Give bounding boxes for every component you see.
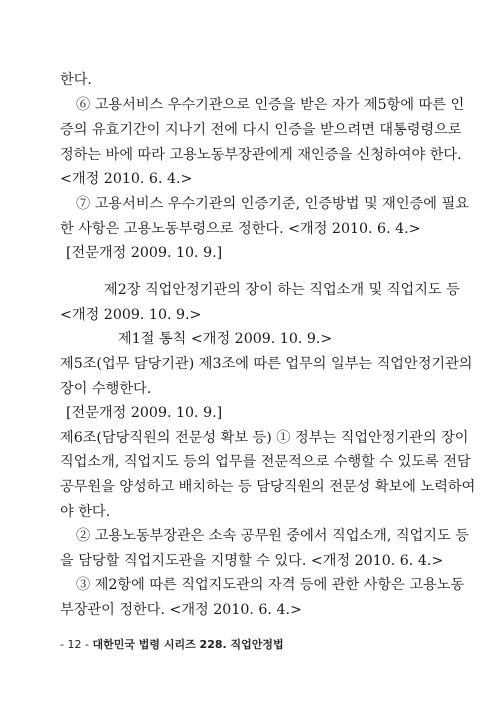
article-5-line-2: 장이 수행한다.: [60, 381, 152, 397]
paragraph-3-line-2: 부장관이 정한다. <개정 2010. 6. 4.>: [60, 602, 302, 618]
full-amendment-note: [전문개정 2009. 10. 9.]: [66, 405, 223, 421]
paragraph-2-line-2: 을 담당할 직업지도관을 지명할 수 있다. <개정 2010. 6. 4.>: [60, 553, 444, 569]
chapter-heading-line-2: <개정 2009. 10. 9.>: [60, 307, 202, 323]
paragraph-6-line-1: ⑥ 고용서비스 우수기관으로 인증을 받은 자가 제5항에 따른 인: [76, 97, 465, 113]
paragraph-2-line-1: ② 고용노동부장관은 소속 공무원 중에서 직업소개, 직업지도 등: [76, 528, 469, 544]
section-heading: 제1절 통칙 <개정 2009. 10. 9.>: [118, 331, 333, 347]
paragraph-3-line-1: ③ 제2항에 따른 직업지도관의 자격 등에 관한 사항은 고용노동: [76, 577, 465, 593]
page-number: - 12 -: [60, 638, 89, 651]
amendment-note: <개정 2010. 6. 4.>: [60, 171, 193, 187]
paragraph-7-line-1: ⑦ 고용서비스 우수기관의 인증기준, 인증방법 및 재인증에 필요: [76, 196, 469, 212]
paragraph-6-line-2: 증의 유효기간이 지나기 전에 다시 인증을 받으려면 대통령령으로: [60, 122, 462, 138]
paragraph-7-line-2: 한 사항은 고용노동부령으로 정한다. <개정 2010. 6. 4.>: [60, 221, 421, 237]
article-6-line-1: 제6조(담당직원의 전문성 확보 등) ① 정부는 직업안정기관의 장이: [60, 430, 469, 446]
chapter-heading-line-1: 제2장 직업안정기관의 장이 하는 직업소개 및 직업지도 등: [104, 282, 460, 298]
article-5-line-1: 제5조(업무 담당기관) 제3조에 따른 업무의 일부는 직업안정기관의: [60, 356, 473, 372]
article-6-line-4: 야 한다.: [60, 504, 111, 520]
full-amendment-note: [전문개정 2009. 10. 9.]: [66, 245, 223, 261]
series-title: 대한민국 법령 시리즈 228. 직업안정법: [92, 638, 284, 651]
text-line: 한다.: [60, 72, 92, 88]
article-6-line-2: 직업소개, 직업지도 등의 업무를 전문적으로 수행할 수 있도록 전담: [60, 454, 471, 470]
page-footer: [60, 637, 284, 653]
paragraph-6-line-3: 정하는 바에 따라 고용노동부장관에게 재인증을 신청하여야 한다.: [60, 147, 462, 163]
article-6-line-3: 공무원을 양성하고 배치하는 등 담당직원의 전문성 확보에 노력하여: [60, 479, 476, 495]
